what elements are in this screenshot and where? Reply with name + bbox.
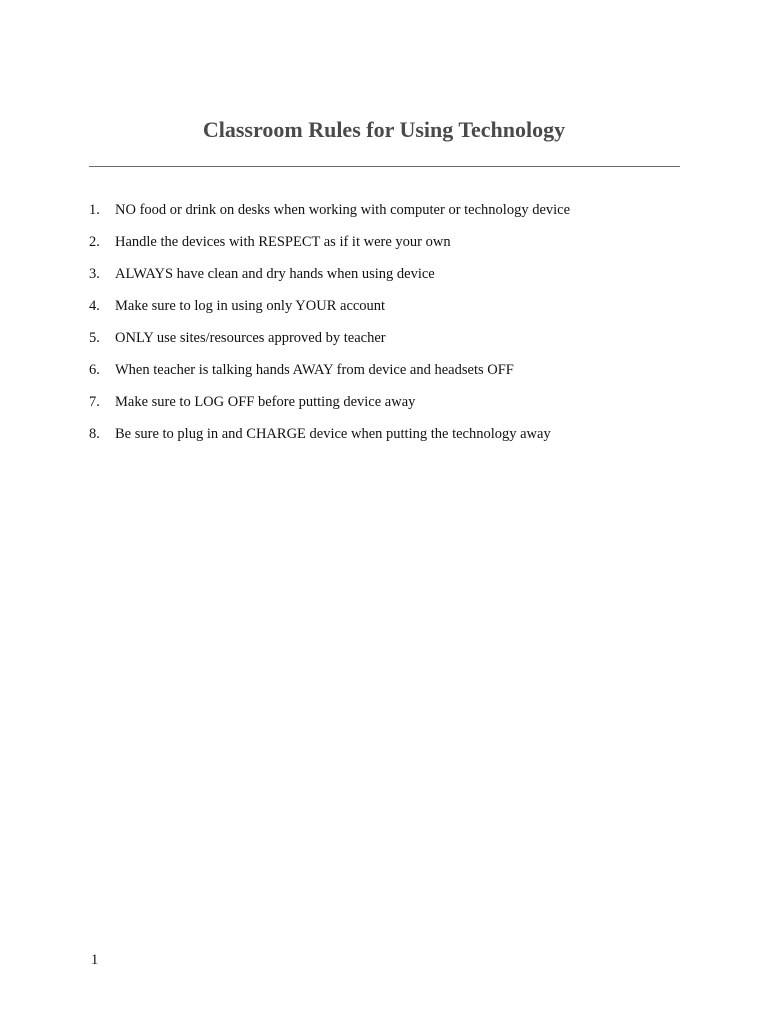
rule-text: Make sure to LOG OFF before putting device away bbox=[115, 394, 416, 410]
rule-text: ALWAYS have clean and dry hands when using device bbox=[115, 266, 435, 282]
rule-item-5 bbox=[89, 326, 689, 358]
rule-text: When teacher is talking hands AWAY from device and headsets OFF bbox=[115, 362, 514, 378]
rule-text: Make sure to log in using only YOUR account bbox=[115, 298, 386, 314]
rule-number: 4. bbox=[89, 298, 100, 314]
rule-item-8 bbox=[89, 422, 689, 454]
rule-item-2 bbox=[89, 230, 689, 262]
rule-number: 8. bbox=[89, 426, 100, 442]
rule-number: 7. bbox=[89, 394, 100, 410]
rule-number: 6. bbox=[89, 362, 100, 378]
rule-number: 2. bbox=[89, 234, 100, 250]
title-divider bbox=[89, 166, 680, 167]
rule-text: NO food or drink on desks when working with computer or technology device bbox=[115, 202, 571, 218]
rule-item-6 bbox=[89, 358, 689, 390]
rule-item-7 bbox=[89, 390, 689, 422]
rule-item-4 bbox=[89, 294, 689, 326]
document-title: Classroom Rules for Using Technology bbox=[202, 117, 566, 142]
rule-text: Handle the devices with RESPECT as if it were your own bbox=[115, 234, 451, 250]
rule-text: ONLY use sites/resources approved by teacher bbox=[115, 330, 386, 346]
rule-number: 5. bbox=[89, 330, 100, 346]
rule-text: Be sure to plug in and CHARGE device when putting the technology away bbox=[115, 426, 551, 442]
page-number: 1 bbox=[91, 952, 99, 968]
rule-item-3 bbox=[89, 262, 689, 294]
rules-list bbox=[89, 198, 689, 454]
rule-item-1 bbox=[89, 198, 689, 230]
rule-number: 3. bbox=[89, 266, 100, 282]
rule-number: 1. bbox=[89, 202, 100, 218]
